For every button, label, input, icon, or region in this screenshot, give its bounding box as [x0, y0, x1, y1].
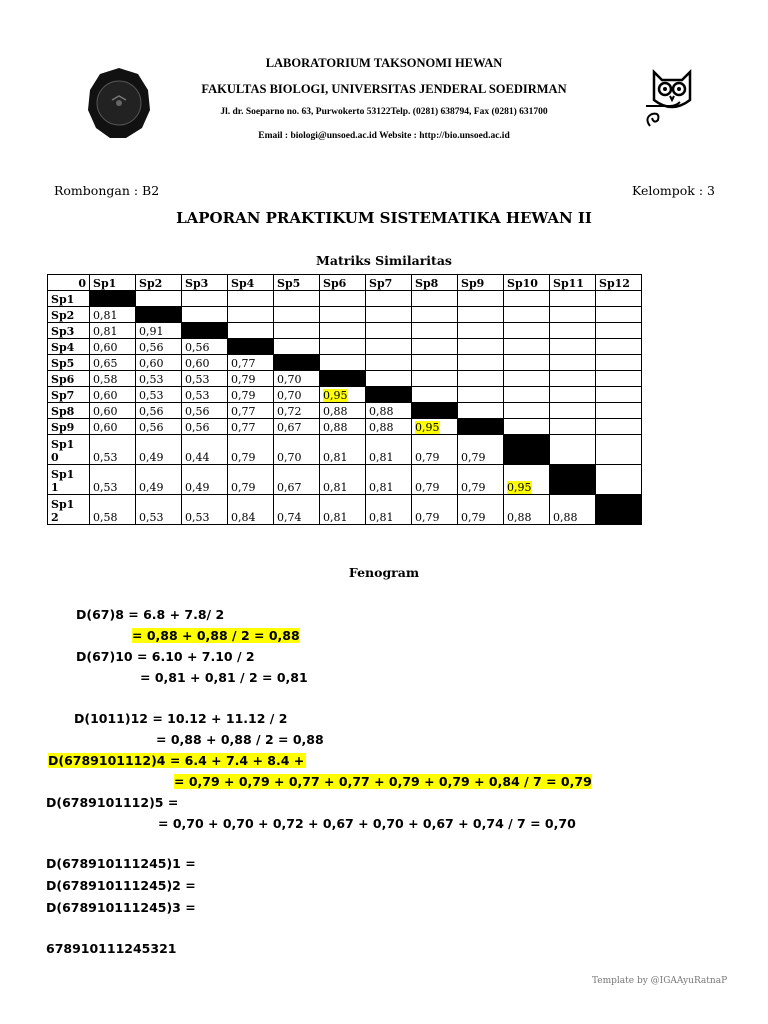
matrix-col-header: Sp7	[366, 275, 412, 291]
matrix-diagonal-cell	[596, 495, 642, 525]
matrix-row-label: Sp7	[48, 387, 90, 403]
matrix-cell: 0,88	[320, 419, 366, 435]
matrix-cell: 0,70	[274, 435, 320, 465]
matrix-col-header: Sp1	[90, 275, 136, 291]
matrix-cell: 0,53	[90, 435, 136, 465]
matrix-row	[48, 339, 642, 355]
matrix-empty-cell	[504, 355, 550, 371]
matrix-cell: 0,77	[228, 355, 274, 371]
matrix-empty-cell	[596, 435, 642, 465]
matrix-empty-cell	[274, 339, 320, 355]
matrix-empty-cell	[228, 323, 274, 339]
matrix-empty-cell	[366, 339, 412, 355]
matrix-col-header: Sp9	[458, 275, 504, 291]
matrix-cell: 0,58	[90, 371, 136, 387]
matrix-cell: 0,81	[90, 323, 136, 339]
matrix-diagonal-cell	[182, 323, 228, 339]
matrix-cell: 0,84	[228, 495, 274, 525]
matrix-col-header: Sp4	[228, 275, 274, 291]
matrix-diagonal-cell	[504, 435, 550, 465]
matrix-diagonal-cell	[458, 419, 504, 435]
matrix-row-label: Sp5	[48, 355, 90, 371]
matrix-cell: 0,49	[136, 435, 182, 465]
matrix-cell: 0,81	[320, 495, 366, 525]
matrix-cell: 0,77	[228, 419, 274, 435]
matrix-corner: 0	[48, 275, 90, 291]
matrix-row-label: Sp6	[48, 371, 90, 387]
matrix-cell: 0,81	[366, 465, 412, 495]
matrix-empty-cell	[504, 323, 550, 339]
matrix-empty-cell	[228, 291, 274, 307]
matrix-cell: 0,60	[182, 355, 228, 371]
matrix-empty-cell	[458, 339, 504, 355]
matrix-col-header: Sp3	[182, 275, 228, 291]
matrix-empty-cell	[320, 291, 366, 307]
matrix-cell: 0,60	[90, 403, 136, 419]
rombongan-label: Rombongan : B2	[54, 183, 160, 198]
matrix-empty-cell	[550, 307, 596, 323]
fenogram-title: Fenogram	[348, 565, 420, 580]
matrix-cell: 0,79	[412, 495, 458, 525]
calc-line-12: D(678910111245)2 =	[46, 878, 196, 893]
calc-line-6: = 0,88 + 0,88 / 2 = 0,88	[156, 732, 324, 747]
matrix-row-label: Sp1 1	[48, 465, 90, 495]
matrix-row	[48, 307, 642, 323]
matrix-cell-highlight: 0,95	[507, 481, 532, 494]
matrix-empty-cell	[274, 323, 320, 339]
matrix-empty-cell	[550, 339, 596, 355]
calc-line-14: 678910111245321	[46, 941, 177, 956]
matrix-empty-cell	[182, 307, 228, 323]
matrix-empty-cell	[412, 339, 458, 355]
matrix-col-header: Sp6	[320, 275, 366, 291]
matrix-cell: 0,88	[550, 495, 596, 525]
calc-line-7	[48, 753, 306, 768]
calc-line-3: D(67)10 = 6.10 + 7.10 / 2	[76, 649, 255, 664]
matrix-cell: 0,56	[182, 419, 228, 435]
matrix-cell: 0,79	[228, 435, 274, 465]
matrix-cell: 0,70	[274, 387, 320, 403]
letterhead-lab-name: LABORATORIUM TAKSONOMI HEWAN	[265, 56, 503, 70]
matrix-empty-cell	[550, 371, 596, 387]
matrix-empty-cell	[550, 435, 596, 465]
similarity-matrix	[47, 274, 642, 525]
matrix-empty-cell	[596, 291, 642, 307]
calc-line-10: = 0,70 + 0,70 + 0,72 + 0,67 + 0,70 + 0,67 + 0,74 / 7 = 0,70	[158, 816, 576, 831]
calc-line-13: D(678910111245)3 =	[46, 900, 196, 915]
matrix-row-label: Sp8	[48, 403, 90, 419]
matrix-empty-cell	[366, 291, 412, 307]
matrix-cell: 0,60	[90, 387, 136, 403]
matrix-empty-cell	[320, 339, 366, 355]
matrix-row	[48, 435, 642, 465]
matrix-row-label: Sp2	[48, 307, 90, 323]
matrix-cell: 0,53	[136, 495, 182, 525]
calc-line-8	[174, 774, 592, 789]
matrix-cell: 0,74	[274, 495, 320, 525]
matrix-col-header: Sp5	[274, 275, 320, 291]
matrix-cell: 0,53	[136, 387, 182, 403]
matrix-row	[48, 465, 642, 495]
matrix-empty-cell	[366, 307, 412, 323]
matrix-diagonal-cell	[550, 465, 596, 495]
matrix-cell: 0,81	[320, 435, 366, 465]
matrix-cell: 0,60	[90, 419, 136, 435]
matrix-empty-cell	[596, 419, 642, 435]
matrix-empty-cell	[596, 355, 642, 371]
matrix-cell: 0,79	[228, 387, 274, 403]
matrix-cell: 0,53	[136, 371, 182, 387]
matrix-cell: 0,88	[320, 403, 366, 419]
matrix-empty-cell	[550, 355, 596, 371]
matrix-diagonal-cell	[274, 355, 320, 371]
matrix-empty-cell	[412, 307, 458, 323]
matrix-empty-cell	[504, 371, 550, 387]
matrix-cell: 0,67	[274, 465, 320, 495]
matrix-diagonal-cell	[320, 371, 366, 387]
matrix-cell: 0,81	[366, 495, 412, 525]
matrix-cell: 0,91	[136, 323, 182, 339]
matrix-row-label: Sp3	[48, 323, 90, 339]
matrix-empty-cell	[320, 323, 366, 339]
matrix-empty-cell	[458, 355, 504, 371]
matrix-cell: 0,44	[182, 435, 228, 465]
template-credit: Template by @IGAAyuRatnaP	[592, 976, 728, 986]
matrix-diagonal-cell	[136, 307, 182, 323]
matrix-empty-cell	[458, 387, 504, 403]
letterhead-contact: Email : biologi@unsoed.ac.id Website : http://bio.unsoed.ac.id	[258, 131, 510, 141]
matrix-cell: 0,88	[366, 419, 412, 435]
calc-line-11: D(678910111245)1 =	[46, 856, 196, 871]
matrix-empty-cell	[412, 387, 458, 403]
matrix-cell: 0,88	[504, 495, 550, 525]
matrix-cell: 0,56	[136, 339, 182, 355]
matrix-header-row	[48, 275, 642, 291]
matrix-empty-cell	[458, 403, 504, 419]
matrix-empty-cell	[458, 291, 504, 307]
matrix-empty-cell	[596, 387, 642, 403]
matrix-empty-cell	[458, 307, 504, 323]
owl-logo-icon	[640, 66, 704, 130]
matrix-diagonal-cell	[90, 291, 136, 307]
matrix-cell: 0,67	[274, 419, 320, 435]
matrix-col-header: Sp10	[504, 275, 550, 291]
matrix-cell: 0,70	[274, 371, 320, 387]
matrix-cell: 0,79	[458, 495, 504, 525]
matrix-cell: 0,81	[366, 435, 412, 465]
matrix-col-header: Sp2	[136, 275, 182, 291]
matrix-cell	[504, 465, 550, 495]
matrix-cell: 0,65	[90, 355, 136, 371]
matrix-empty-cell	[596, 339, 642, 355]
matrix-empty-cell	[504, 419, 550, 435]
matrix-cell: 0,79	[458, 465, 504, 495]
matrix-row	[48, 495, 642, 525]
matrix-row	[48, 323, 642, 339]
matrix-empty-cell	[182, 291, 228, 307]
matrix-diagonal-cell	[366, 387, 412, 403]
matrix-cell: 0,60	[90, 339, 136, 355]
matrix-row	[48, 403, 642, 419]
matrix-cell: 0,79	[458, 435, 504, 465]
matrix-empty-cell	[412, 371, 458, 387]
matrix-cell: 0,79	[412, 435, 458, 465]
matrix-empty-cell	[504, 387, 550, 403]
matrix-empty-cell	[458, 371, 504, 387]
matrix-row	[48, 387, 642, 403]
matrix-cell	[412, 419, 458, 435]
matrix-empty-cell	[550, 291, 596, 307]
matrix-cell: 0,53	[182, 387, 228, 403]
matrix-empty-cell	[366, 323, 412, 339]
matrix-col-header: Sp11	[550, 275, 596, 291]
matrix-row-label: Sp1 0	[48, 435, 90, 465]
kelompok-label: Kelompok : 3	[632, 183, 715, 198]
matrix-empty-cell	[596, 323, 642, 339]
matrix-cell: 0,81	[90, 307, 136, 323]
matrix-title: Matriks Similaritas	[316, 253, 452, 268]
matrix-cell: 0,72	[274, 403, 320, 419]
matrix-empty-cell	[412, 323, 458, 339]
matrix-row-label: Sp1	[48, 291, 90, 307]
matrix-cell: 0,56	[136, 403, 182, 419]
matrix-empty-cell	[596, 465, 642, 495]
calc-line-8-text: = 0,79 + 0,79 + 0,77 + 0,77 + 0,79 + 0,79 + 0,84 / 7 = 0,79	[174, 774, 592, 789]
matrix-empty-cell	[228, 307, 274, 323]
matrix-empty-cell	[596, 307, 642, 323]
matrix-empty-cell	[458, 323, 504, 339]
matrix-empty-cell	[504, 403, 550, 419]
matrix-empty-cell	[366, 355, 412, 371]
matrix-cell: 0,49	[136, 465, 182, 495]
matrix-row	[48, 371, 642, 387]
report-title: LAPORAN PRAKTIKUM SISTEMATIKA HEWAN II	[176, 209, 592, 227]
matrix-cell: 0,56	[136, 419, 182, 435]
matrix-empty-cell	[320, 355, 366, 371]
matrix-cell: 0,60	[136, 355, 182, 371]
matrix-empty-cell	[366, 371, 412, 387]
calc-line-7-text: D(6789101112)4 = 6.4 + 7.4 + 8.4 +	[48, 753, 305, 768]
matrix-cell: 0,53	[182, 371, 228, 387]
matrix-cell: 0,56	[182, 403, 228, 419]
matrix-empty-cell	[320, 307, 366, 323]
matrix-cell: 0,49	[182, 465, 228, 495]
calc-line-2-text: = 0,88 + 0,88 / 2 = 0,88	[132, 628, 300, 643]
matrix-cell-highlight: 0,95	[323, 389, 348, 402]
matrix-empty-cell	[596, 403, 642, 419]
university-seal-icon	[86, 66, 152, 140]
matrix-empty-cell	[550, 323, 596, 339]
matrix-cell: 0,77	[228, 403, 274, 419]
matrix-diagonal-cell	[412, 403, 458, 419]
matrix-empty-cell	[550, 419, 596, 435]
matrix-empty-cell	[412, 291, 458, 307]
matrix-row	[48, 419, 642, 435]
matrix-empty-cell	[274, 291, 320, 307]
matrix-cell-highlight: 0,95	[415, 421, 440, 434]
matrix-empty-cell	[274, 307, 320, 323]
matrix-cell: 0,81	[320, 465, 366, 495]
letterhead-address: Jl. dr. Soeparno no. 63, Purwokerto 53122Telp. (0281) 638794, Fax (0281) 631700	[220, 107, 548, 117]
matrix-diagonal-cell	[228, 339, 274, 355]
matrix-cell: 0,79	[412, 465, 458, 495]
matrix-row	[48, 291, 642, 307]
matrix-row	[48, 355, 642, 371]
matrix-empty-cell	[504, 339, 550, 355]
matrix-cell	[320, 387, 366, 403]
matrix-row-label: Sp9	[48, 419, 90, 435]
matrix-empty-cell	[550, 403, 596, 419]
calc-line-1: D(67)8 = 6.8 + 7.8/ 2	[76, 607, 225, 622]
matrix-empty-cell	[412, 355, 458, 371]
matrix-empty-cell	[504, 307, 550, 323]
matrix-cell: 0,79	[228, 371, 274, 387]
matrix-cell: 0,53	[182, 495, 228, 525]
calc-line-2	[132, 628, 300, 643]
calc-line-9: D(6789101112)5 =	[46, 795, 179, 810]
matrix-cell: 0,58	[90, 495, 136, 525]
calc-line-4: = 0,81 + 0,81 / 2 = 0,81	[140, 670, 308, 685]
matrix-empty-cell	[596, 371, 642, 387]
matrix-cell: 0,56	[182, 339, 228, 355]
matrix-empty-cell	[550, 387, 596, 403]
matrix-col-header: Sp12	[596, 275, 642, 291]
matrix-row-label: Sp4	[48, 339, 90, 355]
matrix-cell: 0,88	[366, 403, 412, 419]
matrix-empty-cell	[504, 291, 550, 307]
matrix-cell: 0,79	[228, 465, 274, 495]
matrix-col-header: Sp8	[412, 275, 458, 291]
matrix-empty-cell	[136, 291, 182, 307]
letterhead-faculty: FAKULTAS BIOLOGI, UNIVERSITAS JENDERAL SOEDIRMAN	[201, 82, 567, 96]
matrix-cell: 0,53	[90, 465, 136, 495]
matrix-row-label: Sp1 2	[48, 495, 90, 525]
calc-line-5: D(1011)12 = 10.12 + 11.12 / 2	[74, 711, 288, 726]
